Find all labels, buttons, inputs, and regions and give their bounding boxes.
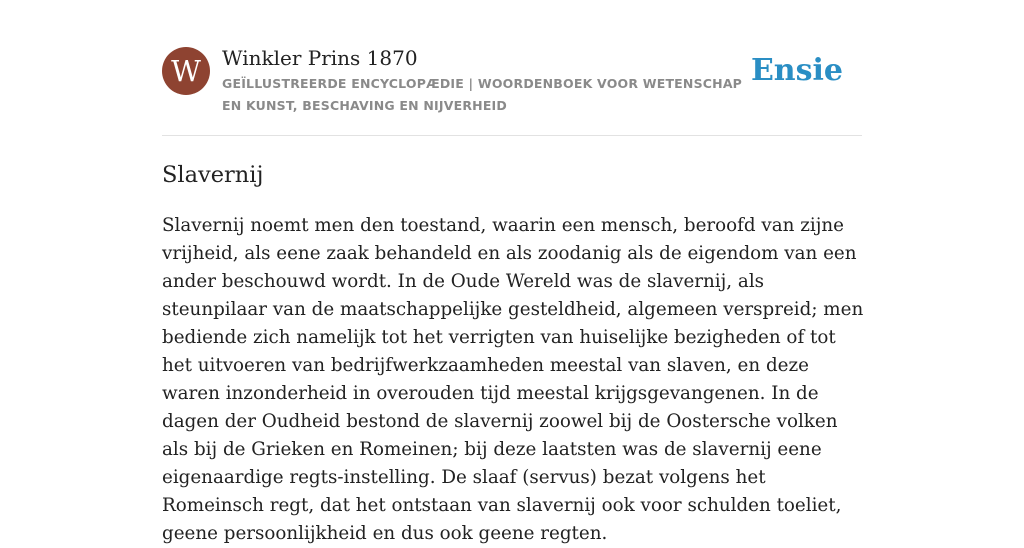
article-body: Slavernij noemt men den toestand, waarin een mensch, beroofd van zijne vrijheid, als eene zaak behandeld en als zoodanig als de eigendom van een ander beschouwd wordt. In de Oude Wereld was de slavernij, als steunpilaar van de maatschappelijke gesteldheid, algemeen verspreid; men bediende zich namelijk tot het verrigten van huiselijke bezigheden of tot het uitvoeren van bedrijfwerkzaamheden meestal van slaven, en deze waren inzonderheid in overouden tijd meestal krijgsgevangenen. In de dagen der Oudheid bestond de slavernij zoowel bij de Oostersche volken als bij de Grieken en Romeinen; bij deze laatsten was de slavernij eene eigenaardige regts-instelling. De slaaf (servus) bezat volgens het Romeinsch regt, dat het ontstaan van slavernij ook voor schulden toeliet, geene persoonlijkheid en dus ook geene regten. bbox=[162, 215, 864, 544]
header-divider bbox=[162, 135, 862, 136]
source-header bbox=[162, 46, 862, 116]
source-avatar[interactable]: W bbox=[162, 47, 210, 95]
brand-logo-link[interactable]: Ensie bbox=[750, 53, 843, 88]
article-title: Slavernij bbox=[162, 162, 264, 188]
source-title[interactable]: Winkler Prins 1870 bbox=[222, 46, 418, 70]
source-subtitle: GEÏLLUSTREERDE ENCYCLOPÆDIE | WOORDENBOEK VOOR WETENSCHAP EN KUNST, BESCHAVING EN NIJVERHEID bbox=[222, 76, 743, 113]
